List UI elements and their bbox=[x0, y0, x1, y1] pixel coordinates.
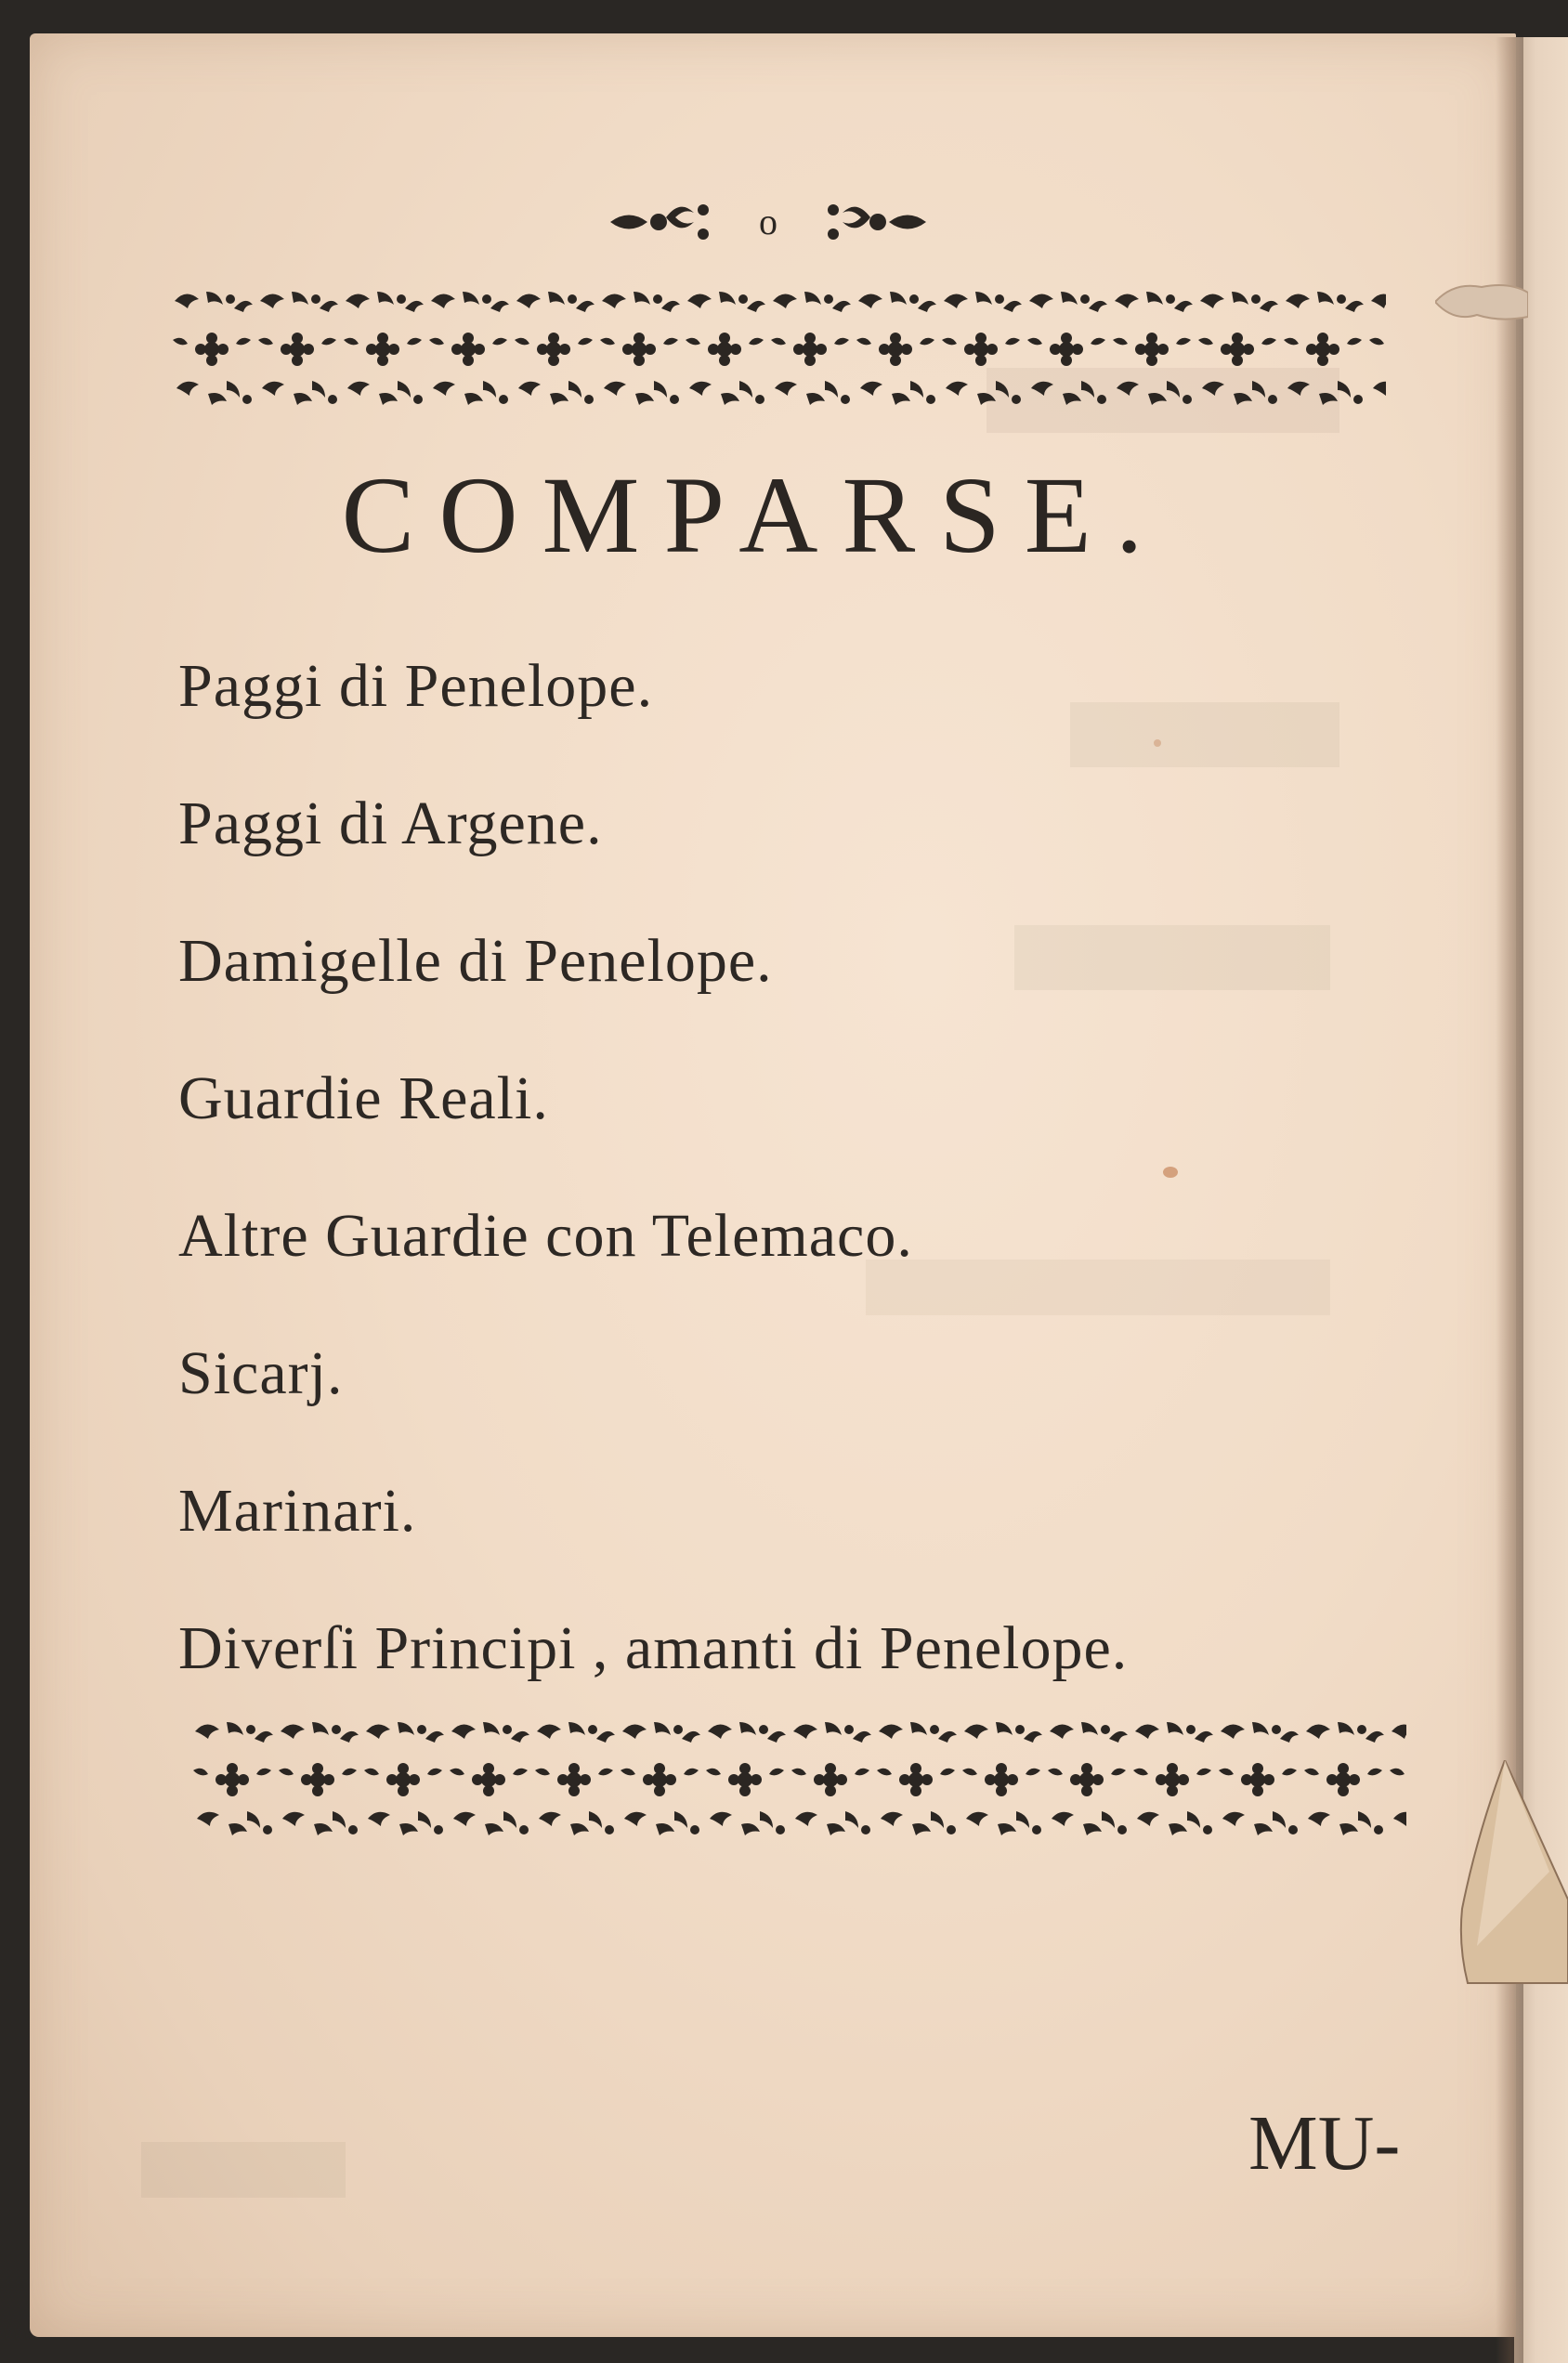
torn-margin bbox=[1435, 274, 1528, 330]
show-through-smudge bbox=[141, 2142, 346, 2198]
list-item-8: Diverſi Principi , amanti di Penelope. bbox=[178, 1614, 1129, 1682]
list-item-6: Sicarj. bbox=[178, 1339, 344, 1407]
list-item-3: Damigelle di Penelope. bbox=[178, 927, 773, 995]
ornament-center-letter: o bbox=[759, 201, 777, 242]
list-item-5: Altre Guardie con Telemaco. bbox=[178, 1202, 913, 1270]
fleuron-ornament bbox=[601, 189, 935, 255]
book-page bbox=[30, 33, 1516, 2337]
page-title: COMPARSE. bbox=[341, 454, 1168, 576]
show-through-smudge bbox=[866, 1260, 1330, 1315]
decorative-band-bottom bbox=[189, 1715, 1406, 1845]
catchword: MU- bbox=[1248, 2100, 1401, 2187]
list-item-1: Paggi di Penelope. bbox=[178, 652, 654, 720]
foxing-stain bbox=[1163, 1167, 1178, 1178]
list-item-4: Guardie Reali. bbox=[178, 1064, 549, 1132]
show-through-smudge bbox=[1070, 702, 1339, 767]
page-gutter bbox=[1496, 37, 1523, 2363]
list-item-2: Paggi di Argene. bbox=[178, 790, 603, 857]
foxing-stain bbox=[1154, 739, 1161, 747]
show-through-smudge bbox=[1014, 925, 1330, 990]
list-item-7: Marinari. bbox=[178, 1477, 417, 1545]
decorative-band-top bbox=[169, 284, 1386, 414]
torn-corner bbox=[1449, 1760, 1568, 2002]
